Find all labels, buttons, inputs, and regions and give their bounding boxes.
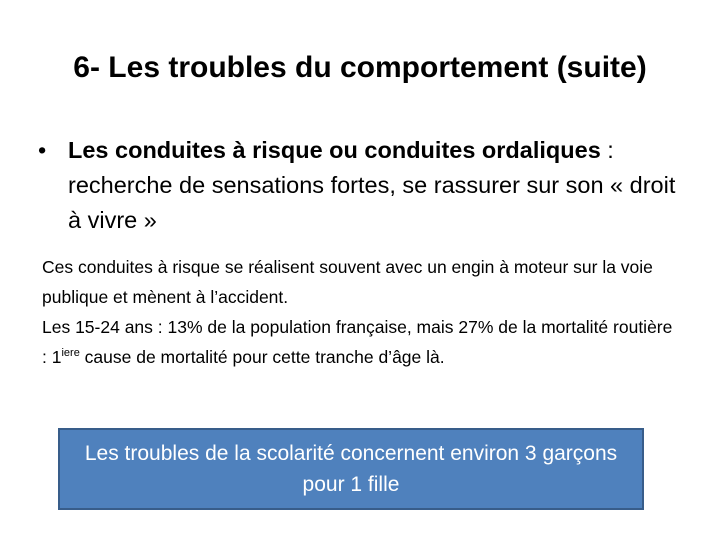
- bullet-text: [68, 133, 688, 238]
- callout-box: [58, 428, 644, 510]
- paragraph-statistics: [42, 312, 682, 372]
- slide-title: 6- Les troubles du comportement (suite): [73, 51, 647, 84]
- ordinal-superscript: iere: [61, 347, 80, 360]
- callout-text: Les troubles de la scolarité concernent environ 3 garçons pour 1 fille: [84, 442, 618, 496]
- statistics-text-end: cause de mortalité pour cette tranche d’âge là.: [79, 347, 445, 367]
- bullet-marker: •: [38, 137, 47, 163]
- bullet-bold-text: Les conduites à risque ou conduites ordaliques: [68, 137, 601, 163]
- statistics-text-start: Les 15-24 ans : 13% de la population française, mais 27% de la mortalité routière : 1: [42, 317, 673, 367]
- bullet-item: [38, 133, 688, 238]
- paragraph-risk-behaviour: Ces conduites à risque se réalisent souvent avec un engin à moteur sur la voie publique et mènent à l’accident.: [42, 257, 653, 307]
- bullet-rest-text: : recherche de sensations fortes, se rassurer sur son « droit à vivre »: [68, 137, 676, 233]
